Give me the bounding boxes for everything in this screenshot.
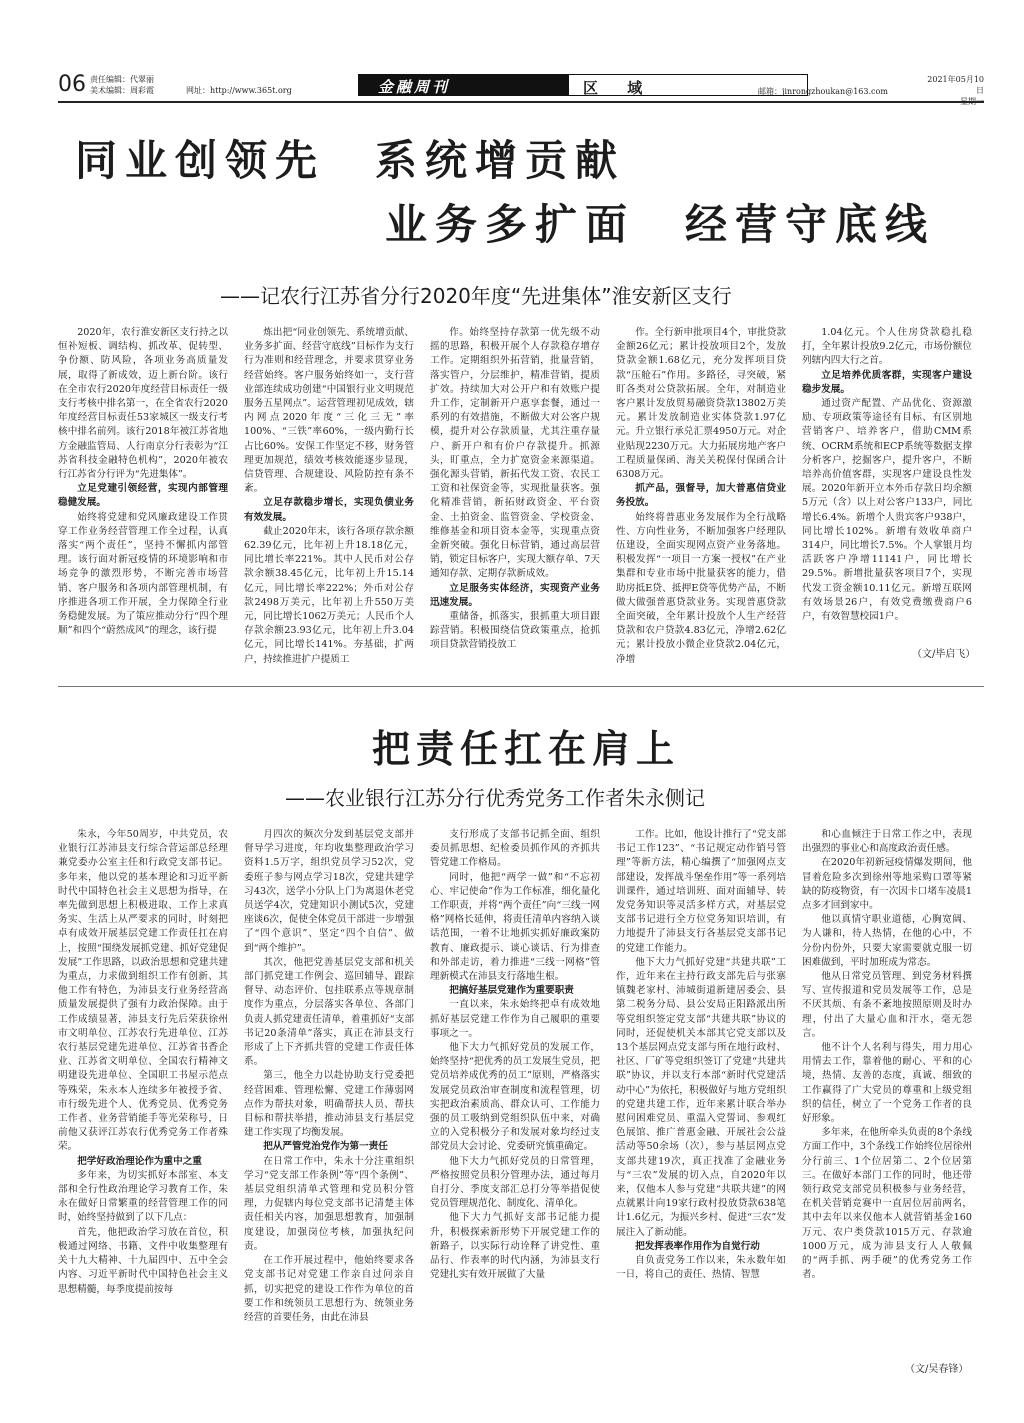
article1-column-4 bbox=[616, 326, 786, 676]
paragraph: 他不计个人名利与得失，用力用心用情去工作，靠着他的耐心、平和的心境，热情、友善的态度，真诚、细致的工作赢得了广大党员的尊重和上级党组织的信任，树立了一个党务工作者的良好形象。 bbox=[802, 1042, 972, 1125]
section-heading: 立足培养优质客群，实现客户建设稳步发展。 bbox=[802, 369, 972, 395]
paragraph: 他以真情守职业道德，心胸宽阔、为人谦和，待人热情，在他的心中，不分份内份外，只要大家需要就克服一切困难做到，平时加班成为常态。 bbox=[802, 914, 972, 968]
masthead-band bbox=[358, 74, 808, 96]
paragraph: 多年来，在他所牵头负责的8个条线方面工作中，3个条线工作始终位居徐州分行前三、1个位居第二、2个位居第三。在做好本部门工作的同时，他还带领行政党支部党员积极参与业务经营，在机关营销竞赛中一直居位居前两名，其中去年以来仅他本人就营销基金160万元、农户类贷款1015万元、存款逾1000万元，成为沛县支行人人敬佩的“两手抓、两手硬”的优秀党务工作者。 bbox=[802, 1127, 972, 1281]
paragraph: 2020年，农行淮安新区支行持之以恒补短板、调结构、抓改革、促转型、争份额、防风险，各项业务高质量发展，取得了新成效，迈上新台阶。该行在全市农行2020年度经营目标责任一级支行考核中排名第一，在全省农行2020年度经营目标责任53家城区一级支行考核中排名前列。该行2018年被江苏省地方金融监管局、人行南京分行表彰为“江苏省科技金融特色机构”，2020年被农行江苏省分行评为“先进集体”。 bbox=[58, 327, 228, 481]
article1-column-1 bbox=[58, 326, 228, 676]
article1-subtitle: ——记农行江苏省分行2020年度“先进集体”淮安新区支行 bbox=[220, 284, 732, 308]
paragraph: 在日常工作中，朱永十分注重组织学习“党支部工作条例”等“四个条例”、基层党组织清单式管理和党员积分管理，力促辖内每位党支部书记清楚主体责任相关内容，加强思想教育，加强制度建设，加强岗位考核，加强执纪问责。 bbox=[244, 1155, 414, 1252]
paragraph: 工作。比如，他设计推行了“党支部书记工作123”、“书记规定动作销号管理”等新方法，精心编撰了“加强网点支部建设，发挥战斗堡垒作用”等一系列培训课件，通过培训班、面对面辅导、转发党务知识等灵活多样方式，对基层党支部书记进行全方位党务知识培训，有力地提升了沛县支行各基层党支部书记的党建工作能力。 bbox=[616, 829, 786, 954]
editor-credits bbox=[90, 74, 154, 96]
article-divider bbox=[58, 686, 984, 687]
paragraph: 朱永，今年50周岁，中共党员，农业银行江苏沛县支行综合营运部总经理兼党委办公室主任和行政党支部书记。多年来，他以党的基本理论和习近平新时代中国特色社会主义思想为指导，在率先做到思想上积极进取、工作上求真务实、生活上从严要求的同时，时刻把卓有成效开展基层党建工作责任扛在肩上，按照“围绕发展抓党建、抓好党建促发展”工作思路，以政治思想和党建共建为重点，力求做到组织工作有创新、其他工作有特色，为沛县支行业务经营高质量发展提供了强有力政治保障。由于工作成绩显著，沛县支行先后荣获徐州市文明单位、江苏农行先进单位、江苏农行基层党建先进单位、江苏省书香企业、江苏省文明单位、全国农行精神文明建设先进单位、全国职工书屋示范点等殊荣，朱永本人连续多年被授予省、市行级先进个人、优秀党员、优秀党务工作者、业务营销能手等光荣称号，日前他又获评江苏农行优秀党务工作者殊荣。 bbox=[58, 829, 228, 1153]
section-heading: 抓产品，强督导，加大普惠信贷业务投放。 bbox=[616, 483, 786, 509]
section-heading: 把从严管党治党作为第一责任 bbox=[263, 1141, 388, 1153]
article1-title-line1: 同业创领先 系统增贡献 bbox=[75, 136, 626, 185]
paragraph: 其次，他把党善基层党支部和机关部门抓党建工作例会、巡回辅导、跟踪督导、动态评价、包挂联系点等规章制度作为重点，分层落实各单位、各部门负责人抓党建责任清单，着重抓好“支部书记20条清单”落实，真正在沛县支行形成了上下齐抓共管的党建工作责任体系。 bbox=[244, 956, 414, 1068]
paragraph: 他下大力气抓好党员的日常管理，严格按照党员积分管理办法，通过每月自打分、季度支部汇总打分等举措促使党员管理规范化、制度化、清单化。 bbox=[430, 1155, 600, 1210]
article1-byline: （文/毕启飞） bbox=[912, 649, 976, 660]
paragraph: 月四次的频次分发到基层党支部并督导学习进度，年均收集整理政治学习资料1.5万字，组织党员学习52次，党委班子参与网点学习18次，党建共建学习43次，送学小分队上门为离退休老党员送学4次，党建知识小测试5次，党建座谈6次，促使全体党员干部进一步增强了“四个意识”、坚定“四个自信”、做到“两个维护”。 bbox=[244, 829, 414, 954]
article2-column-5 bbox=[802, 828, 972, 1344]
paragraph: 同时，他把“两学一做”和“不忘初心、牢记使命”作为工作标准，细化量化工作职责，并将“两个责任”向“三线一网格”网格长延伸，将责任清单内容纳入谈话范围，一着不让地抓实抓好廉政案防教育、廉政提示、谈心谈话、行为排查和外部走访，着力推进“三线一网格”管理新模式在沛县支行落地生根。 bbox=[430, 871, 600, 983]
paragraph: 他下大力气抓好党员的发展工作，始终坚持“把优秀的员工发展生党员，把党员培养成优秀的员工”原则，严格落实发展党员政治审查制度和流程管理，切实把政治素质高、群众认可、工作能力强的员工吸纳到党组织队伍中来，对确立的入党积极分子和发展对象均经过支部党员大会讨论、党委研究慎重确定。 bbox=[430, 1042, 600, 1153]
section-heading: 把学好政治理论作为重中之重 bbox=[77, 1155, 202, 1167]
paragraph: 重储备，抓落实，狠抓重大项目跟踪营销。积极围绕信贷政策重点，抢抓项目贷款营销投放工 bbox=[430, 611, 600, 651]
article2-column-2 bbox=[244, 828, 414, 1384]
article2-column-1 bbox=[58, 828, 228, 1384]
paragraph: 多年来，为切实抓好本部室、本支部和全行性政治理论学习教育工作，朱永在做好日常繁重的经营管理工作的同时，始终坚持做到了以下几点： bbox=[58, 1169, 228, 1224]
email: 邮箱：jinrongzhoukan@163.com bbox=[758, 87, 888, 96]
date: 2021年05月10日 bbox=[927, 75, 984, 95]
article2-column-4 bbox=[616, 828, 786, 1384]
paragraph: 第三，他全力以赴协助支行党委把经营困难、管理松懈、党建工作薄弱网点作为帮扶对象，明确帮扶人员、帮扶目标和帮扶举措，推动沛县支行基层党建工作实现了均衡发展。 bbox=[244, 1070, 414, 1139]
paragraph: 作。全行新申批项目4个，审批贷款金额26亿元；累计投放项目2个，发放贷款金额1.68亿元，充分发挥项目贷款“压舱石”作用。多路径，寻突破，紧盯各类对公贷款拓展。全年，对制造业客户累计发放贸易融资贷款13802万美元。累计发放制造业实体贷款1.97亿元。升立银行承兑汇票4950万元。对企业贴现2230万元。大力拓展房地产客户工程质量保函、海关关税保付保函合计6308万元。 bbox=[616, 327, 786, 481]
paragraph: 支行形成了支部书记抓全面、组织委员抓思想、纪检委员抓作风的齐抓共管党建工作格局。 bbox=[430, 829, 600, 869]
section-heading: 把搞好基层党建作为重要职责 bbox=[449, 985, 574, 997]
chief-editor: 责任编辑：代翠丽 bbox=[90, 75, 154, 84]
paragraph: 始终将党建和党风廉政建设工作贯穿工作业务经营管理工作全过程，认真落实“两个责任”，坚持不懈抓内部管理。该行面对新冠疫情的环境影响和市场竞争的激烈形势，不断完善市场营销、客户服务和各项内部管理机制，有序推进各项工作开展，全力保障全行业务稳健发展。为了策应推动分行“四个理顺”和四个“蔚然成风”的理念，该行提 bbox=[58, 511, 228, 637]
paragraph: 在工作开展过程中，他始终要求各党支部书记对党建工作亲自过问亲自抓，切实把党的建设工作作为单位的首要工作和统领员工思想行为、统领业务经营的首要任务，由此在沛县 bbox=[244, 1255, 414, 1323]
paragraph: 自负责党务工作以来，朱永数年如一日，将自己的责任、热情、智慧 bbox=[616, 1255, 786, 1281]
article1-column-3 bbox=[430, 326, 600, 676]
section-name: 区 域 bbox=[583, 79, 655, 97]
article1-title-line2: 业务多扩面 经营守底线 bbox=[385, 200, 936, 249]
paragraph: 截止2020年末，该行各项存款余额62.39亿元，比年初上升18.18亿元，同比增长率221%。其中人民币对公存款余额38.45亿元，比年初上升15.14亿元，同比增长率222%；外币对公存款2498万美元，比年初上升550万美元，同比增长1062万美元；人民币个人存款余额23.93亿元，比年初上升3.04亿元，同比增长141%。夯基础，扩两户，持续推进扩户提质工 bbox=[244, 525, 414, 665]
article2-byline: （文/吴春锋） bbox=[905, 1364, 969, 1375]
article2-subtitle: ——农业银行江苏分行优秀党务工作者朱永侧记 bbox=[285, 786, 705, 810]
article1-column-5 bbox=[802, 326, 972, 631]
art-editor: 美术编辑：周彩霞 bbox=[90, 86, 154, 95]
paragraph: 首先，他把政治学习放在首位，积极通过网络、书籍、文件中收集整理有关十九大精神、十九届四中、五中全会内容、习近平新时代中国特色社会主义思想精髓，每季度提前按每 bbox=[58, 1226, 228, 1295]
section-heading: 把发挥表率作用作为自觉行动 bbox=[635, 1240, 760, 1252]
paragraph: 1.04亿元。个人住房贷款稳扎稳打，全年累计投放9.2亿元，市场份额位列辖内四大行之首。 bbox=[802, 327, 972, 367]
paragraph: 一直以来，朱永始终把卓有成效地抓好基层党建工作作为自己履职的重要事项之一。 bbox=[430, 999, 600, 1039]
paragraph: 炼出把“同业创领先、系统增贡献、业务多扩面、经营守底线”目标作为支行行为准则和经营理念，并要求贯穿业务经营始终。客户服务始终如一，支行营业部连续成功创建“中国银行业文明规范服务五星网点”。运营管理初见成效，辖内网点2020年度“三化三无”率100%、“三铁”率60%，一级内勤行长占比60%。安保工作坚定不移，财务管理更加规范，绩效考核效能逐步显现，信贷管理、合规建设、风险防控有条不紊。 bbox=[244, 327, 414, 495]
paragraph: 和心血倾注于日常工作之中，表现出强烈的事业心和高度政治责任感。 bbox=[802, 829, 972, 855]
website: 网址：http://www.365t.org bbox=[186, 86, 292, 95]
paragraph: 作。始终坚持存款第一优先级不动摇的思路，积极开展个人存款稳存增存工作。定期组织外拓营销，批量营销，落实管户，分层维护，精准营销，提质扩效。持续加大对公开户和有效账户提升工作，定制新开户惠享套餐，通过一系列的有效措施，不断做大对公客户规模，提升对公存款质量，尤其注重存量户、新开户和有价户存款提升。抓源头，盯重点，全力扩宽资金来源渠道。强化源头营销，新拓代发工资、农民工工资和社保资金等，实现批量获客。强化精准营销，新拓财政资金、平台资金、土拍资金、监管资金、学校资金、维修基金和项目资本金等，实现重点资金新突破。强化日标营销，通过高层营销，锁定目标客户，实现大额存单、7天通知存款、定期存款新成效。 bbox=[430, 327, 600, 580]
article1-column-2 bbox=[244, 326, 414, 676]
article2-column-3 bbox=[430, 828, 600, 1384]
paragraph: 他下大力气抓好支部书记能力提升，积极探索新形势下开展党建工作的新路子，以实际行动诠释了讲党性、重品行、作表率的时代内涵，为沛县支行党建扎实有效开展做了大量 bbox=[430, 1212, 600, 1281]
paragraph: 在2020年初新冠疫情爆发期间，他冒着危险多次到徐州等地采购口罩等紧缺的防疫物资，有一次因卡口堵车凌晨1点多才回到家中。 bbox=[802, 857, 972, 912]
section-heading: 立足服务实体经济，实现资产业务迅速发展。 bbox=[430, 582, 600, 608]
brand-name: 金融周刊 bbox=[378, 78, 451, 96]
section-heading: 立足党建引领经营，实现内部管理稳健发展。 bbox=[58, 483, 228, 509]
paragraph: 始终将普惠业务发展作为全行战略性、方向性业务，不断加强客户经理队伍建设，全面实现网点资产业务落地。积极发挥“一项目一方案一授权”在产业集群和专业市场中批量获客的能力，借助房抵E贷、抵押E贷等优势产品，不断做大做强普惠贷款业务。实现普惠贷款全面突破，全年累计投放个人生产经营贷款和农户贷款4.83亿元，净增2.62亿元；累计投放小微企业贷款2.04亿元，净增 bbox=[616, 511, 786, 665]
section-heading: 立足存款稳步增长，实现负债业务有效发展。 bbox=[244, 497, 414, 523]
paragraph: 通过资产配置、产品优化、资源激励、专项政策等途径有目标、有区别地营销客户、培养客户，借助CMM系统、OCRM系统和ECP系统等数据支撑分析客户，挖掘客户，提升客户，不断培养高价值客群，实现客户建设良性发展。2020年新开立本外币存款日均余额5万元（含）以上对公客户133户，同比增长6.4%。新增个人贵宾客户938户，同比增长102%。新增有效收单商户314户，同比增长7.5%。个人掌银月均活跃客户净增11141户，同比增长29.5%。新增批量获客项目7个，实现代发工资金额10.11亿元。新增互联网有效场景26户，有效党费缴费商户6户，有效智慧校园1户。 bbox=[802, 398, 972, 623]
article2-title: 把责任扛在肩上 bbox=[372, 726, 681, 771]
header-rule bbox=[58, 101, 984, 103]
paragraph: 他下大力气抓好党建“共建共联”工作，近年来在主持行政支部先后与张寨镇魏老家村、沛城街道新建居委会、县第二税务分局、县公安局正阳路派出所等党组织签定党支部“共建共联”协议的同时，还促使机关本部其它党支部以及13个基层网点党支部与所在地行政村、社区、厂矿等党组织签订了党建“共建共联”协议，并以支行本部“新时代党建活动中心”为依托，积极做好与地方党组织的党建共建工作，近年来累计联合举办慰问困难党员、重温入党誓词、参观红色展馆、推广普惠金融、开展社会公益活动等50余场（次），参与基层网点党支部共建19次，真正找准了金融业务与“三农”发展的切入点，自2020年以来，仅他本人参与党建“共联共建”的网点就累计向19家行政村投放贷款638笔计1.6亿元，为振兴乡村、促进“三农”发展注入了新动能。 bbox=[616, 956, 786, 1238]
page-number: 06 bbox=[58, 72, 86, 97]
paragraph: 他从日常党员管理、到党务材料撰写、宣传报道和党员发展等工作，总是不厌其烦、有条不紊地按照原则及时办理，付出了大量心血和汗水，毫无怨言。 bbox=[802, 971, 972, 1039]
page-header bbox=[58, 70, 984, 100]
